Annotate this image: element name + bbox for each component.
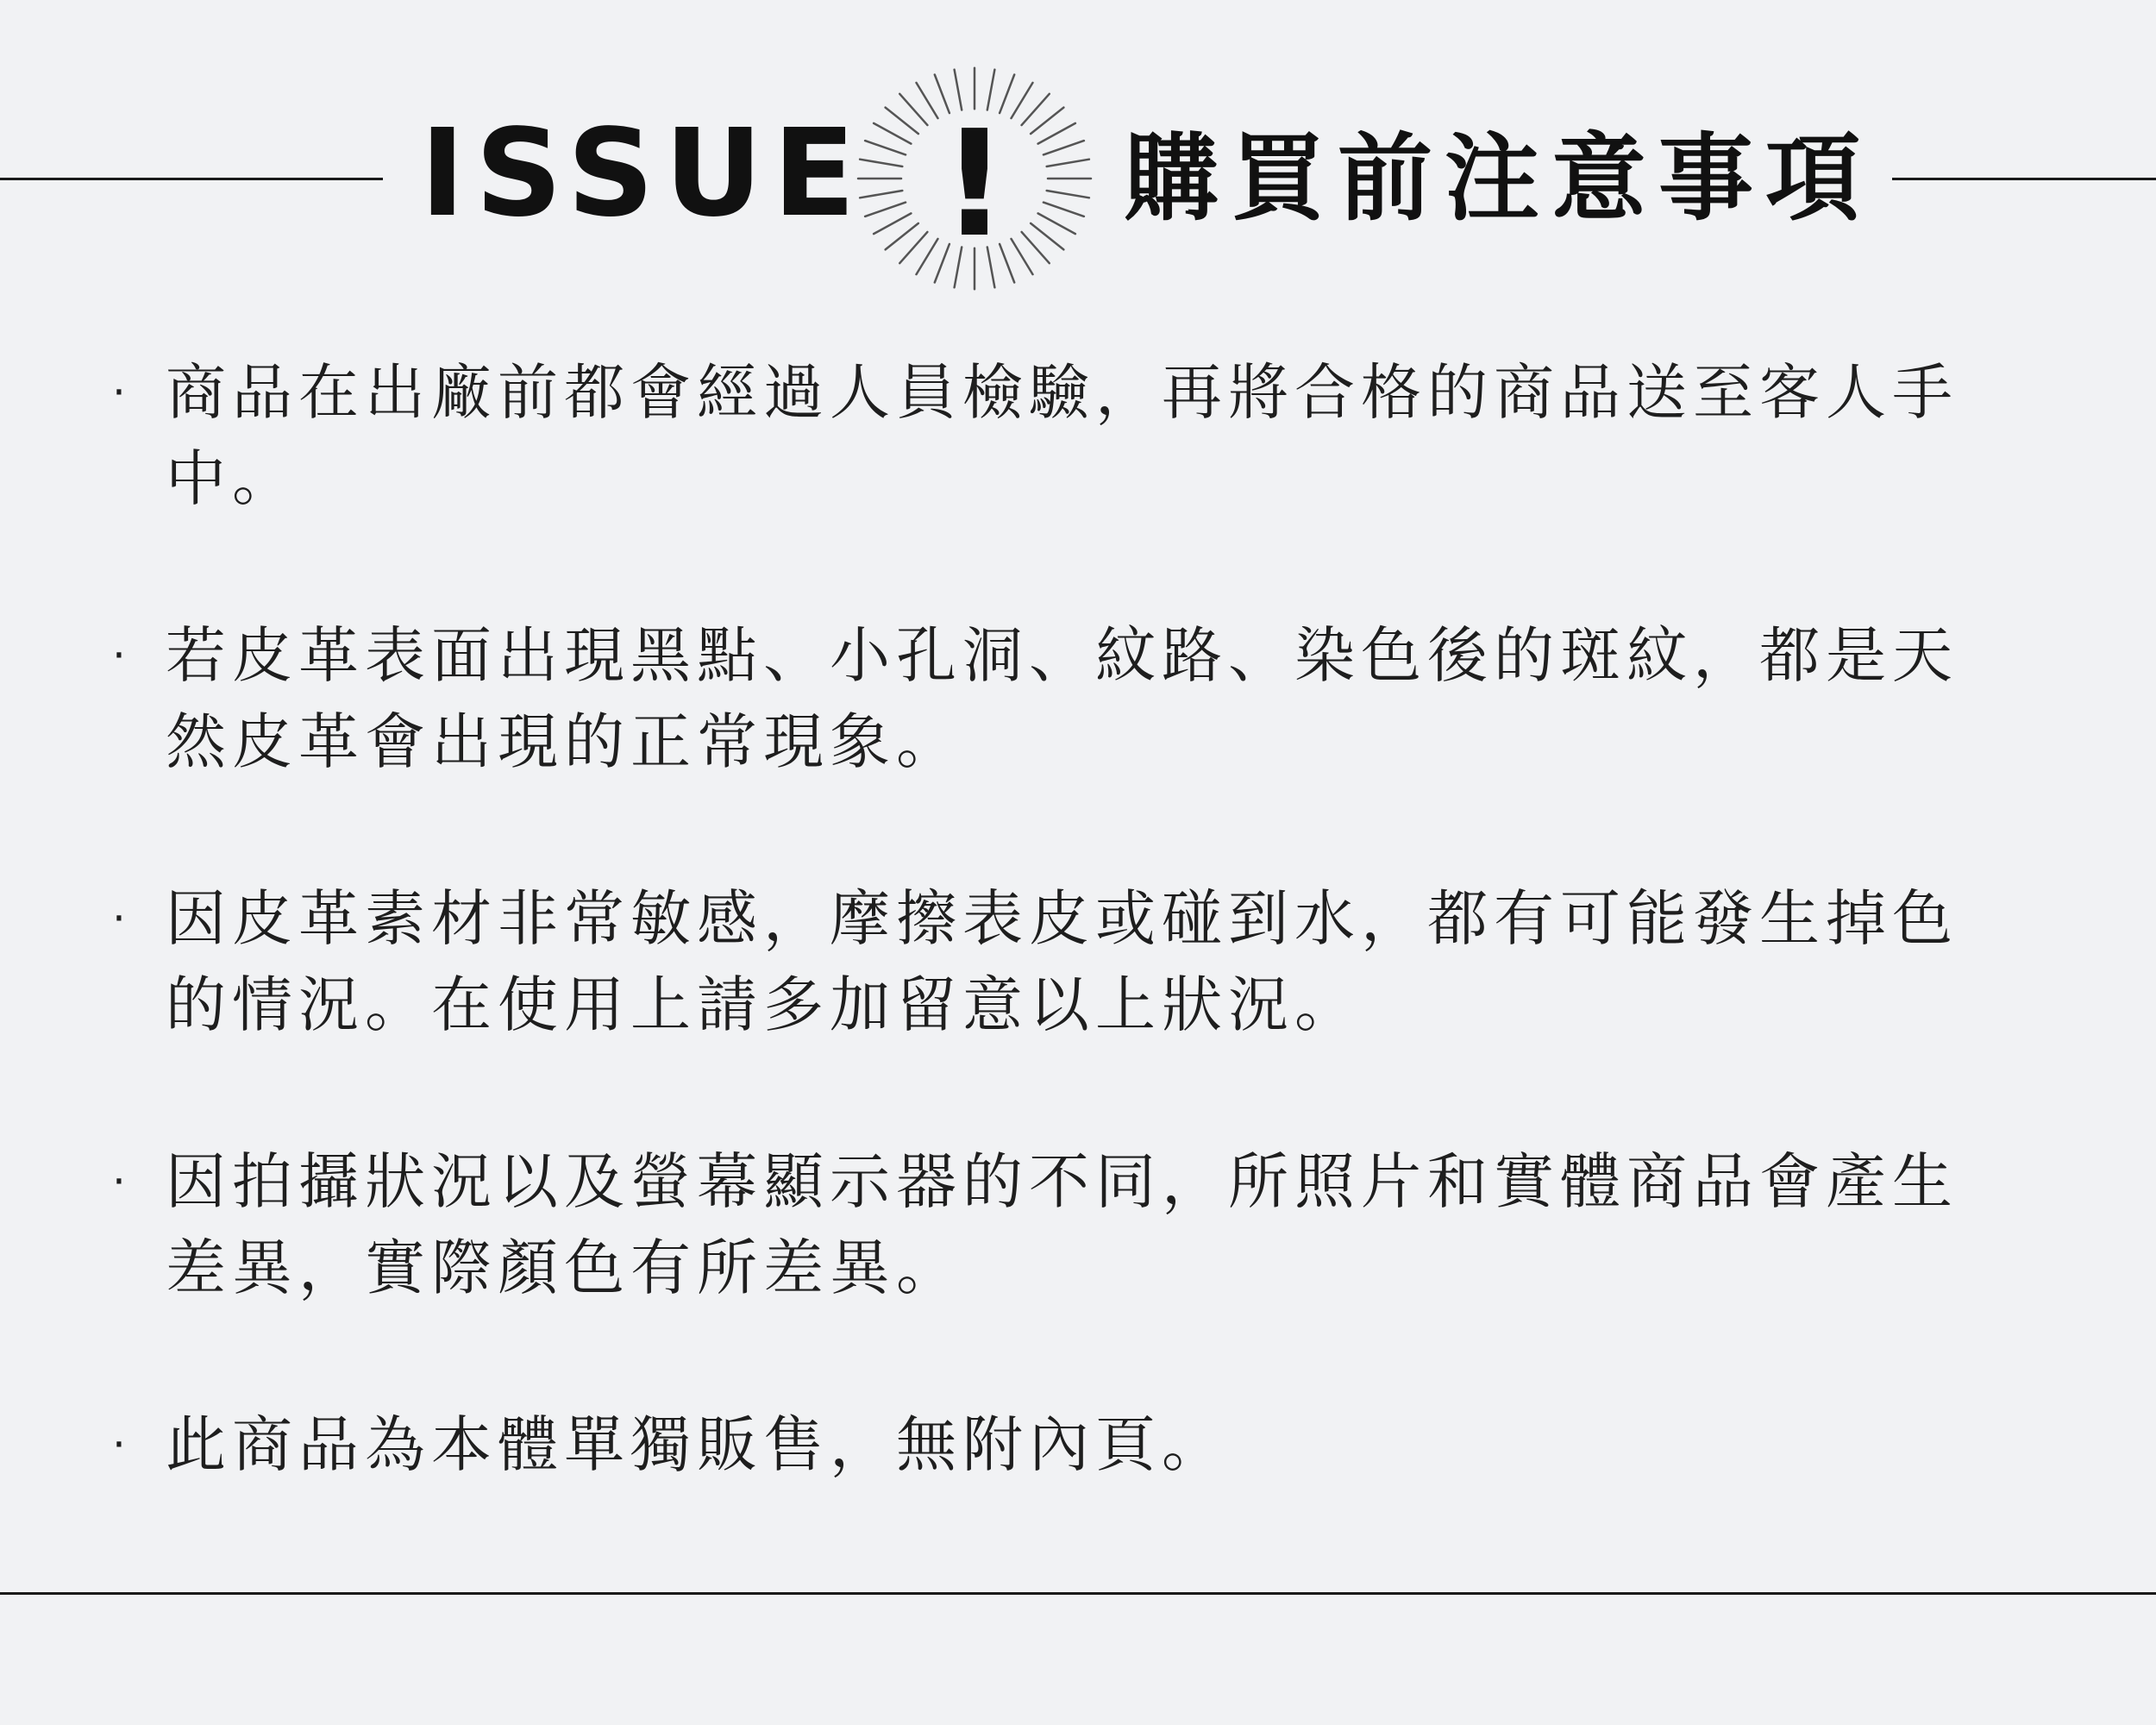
title-english: ISSUE [420,104,866,244]
burst-ray [1031,223,1063,250]
burst-ray [865,141,906,154]
burst-ray [1044,141,1084,154]
notice-text: 若皮革表面出現黑點、小孔洞、紋路、染色後的斑紋，都是天然皮革會出現的正常現象。 [166,620,1959,777]
list-item [112,612,2035,785]
exclamation-mark: ! [941,99,1008,270]
bullet: · [112,894,132,944]
list-item [112,349,2035,522]
notice-text: 商品在出廠前都會經過人員檢驗，再將合格的商品送至客人手中。 [166,357,1959,514]
burst-ray [1047,160,1089,166]
burst-ray [1038,213,1075,234]
footer-divider [0,1592,2156,1595]
notice-text: 因拍攝狀況以及螢幕顯示器的不同，所照片和實體商品會產生差異，實際顏色有所差異。 [166,1146,1959,1303]
burst-ray [1012,83,1033,118]
burst-ray [1038,123,1075,144]
title-chinese: 購買前注意事項 [1124,123,1872,234]
burst-ray [917,239,938,274]
burst-ray [1044,203,1084,216]
bullet: · [112,1157,132,1207]
burst-ray [1022,94,1050,125]
burst-ray [865,203,906,216]
burst-ray [860,191,902,198]
burst-ray [917,83,938,118]
burst-ray [874,213,911,234]
burst-ray [874,123,911,144]
list-item [112,875,2035,1048]
bullet: · [112,367,132,417]
burst-ray [1012,239,1033,274]
list-item [112,1402,2035,1488]
notice-list [112,349,2035,1578]
header-divider-right [1892,178,2156,180]
burst-ray [886,108,918,135]
burst-ray [860,160,902,166]
burst-ray [1047,191,1089,198]
burst-ray [899,232,927,263]
list-item [112,1138,2035,1311]
exclamation-burst-icon [841,53,1108,304]
burst-ray [886,223,918,250]
header-divider-left [0,178,383,180]
burst-ray [1022,232,1050,263]
bullet: · [112,630,132,681]
notice-text: 因皮革素材非常敏感，摩擦表皮或碰到水，都有可能發生掉色的情況。在使用上請多加留意以上狀況。 [166,883,1959,1040]
bullet: · [112,1420,132,1470]
burst-ray [899,94,927,125]
notice-text: 此商品為本體單獨販售，無附內頁。 [166,1409,1228,1480]
burst-ray [1031,108,1063,135]
